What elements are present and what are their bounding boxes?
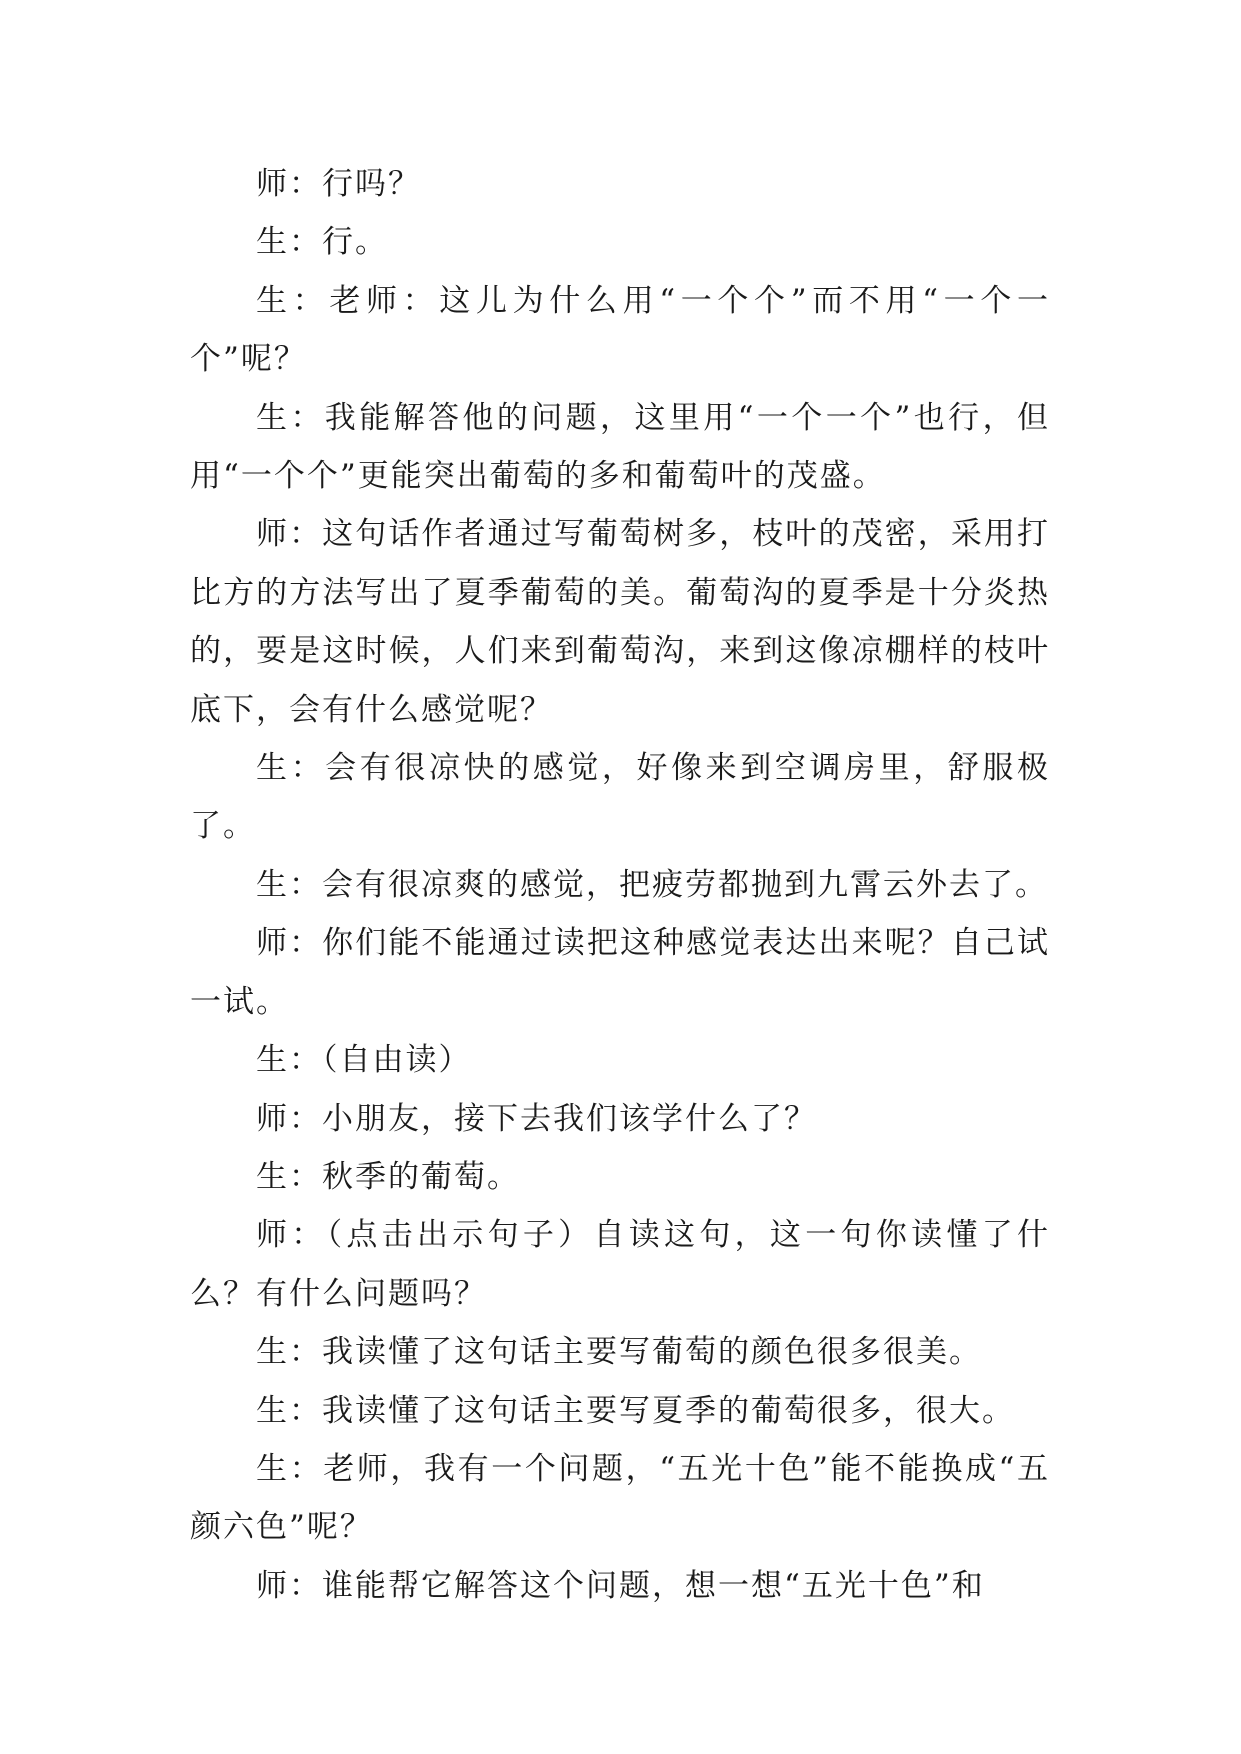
paragraph: 生：秋季的葡萄。 (256, 1158, 520, 1195)
paragraph: 生：（自由读） (256, 1042, 472, 1079)
paragraph: 生：会有很凉快的感觉，好像来到空调房里，舒服极了。 (190, 750, 1050, 845)
paragraph: 生：我读懂了这句话主要写葡萄的颜色很多很美。 (256, 1334, 982, 1371)
paragraph: 生：老师：这儿为什么用“一个个”而不用“一个一个”呢？ (190, 282, 1050, 378)
paragraph: 师：谁能帮它解答这个问题，想一想“五光十色”和 (256, 1567, 985, 1604)
dialogue-text (190, 155, 1050, 1615)
paragraph: 生：老师，我有一个问题，“五光十色”能不能换成“五颜六色”呢？ (190, 1450, 1050, 1546)
paragraph: 生：会有很凉爽的感觉，把疲劳都抛到九霄云外去了。 (256, 866, 1048, 903)
paragraph: 生：行。 (256, 224, 388, 261)
paragraph: 师：小朋友，接下去我们该学什么了？ (256, 1100, 817, 1137)
paragraph: 师：这句话作者通过写葡萄树多，枝叶的茂密，采用打比方的方法写出了夏季葡萄的美。葡萄沟的夏季是十分炎热的，要是这时候，人们来到葡萄沟，来到这像凉棚样的枝叶底下，会有什么感觉呢？ (190, 516, 1050, 728)
paragraph: 师：（点击出示句子）自读这句，这一句你读懂了什么？有什么问题吗？ (190, 1217, 1050, 1312)
paragraph: 生：我读懂了这句话主要写夏季的葡萄很多，很大。 (256, 1392, 1015, 1429)
paragraph: 师：行吗？ (256, 166, 421, 202)
paragraph: 生：我能解答他的问题，这里用“一个一个”也行，但用“一个个”更能突出葡萄的多和葡萄叶的茂盛。 (190, 399, 1050, 495)
paragraph: 师：你们能不能通过读把这种感觉表达出来呢？自己试一试。 (190, 925, 1050, 1020)
